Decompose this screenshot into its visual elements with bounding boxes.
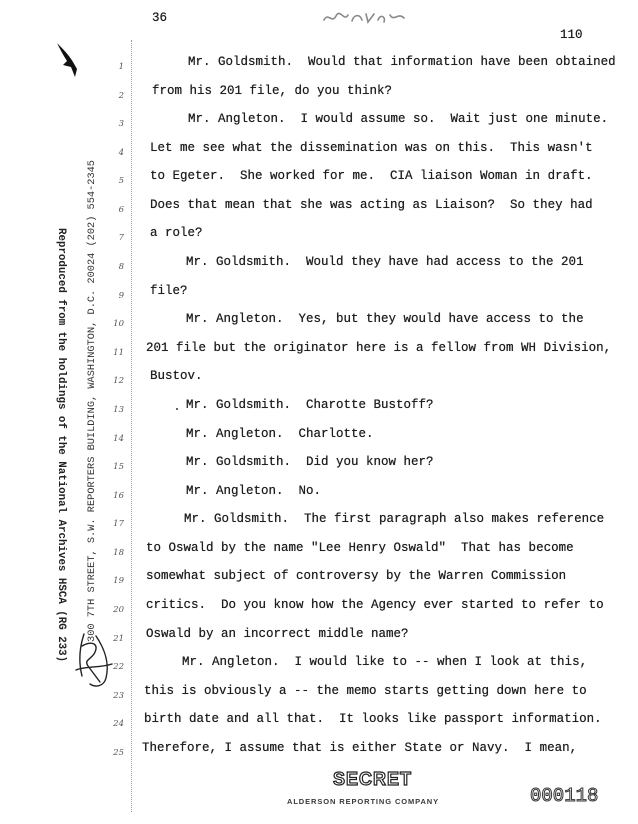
line-number: 6	[118, 204, 124, 215]
line-number: 2	[118, 90, 124, 101]
transcript-line	[0, 477, 630, 506]
line-number: 23	[113, 690, 124, 701]
transcript-line	[0, 77, 630, 106]
line-number: 15	[113, 462, 124, 473]
line-number: 20	[113, 604, 124, 615]
transcript-line	[0, 191, 630, 220]
line-number: 17	[113, 519, 124, 530]
transcript-line	[0, 505, 630, 534]
transcript-line	[0, 391, 630, 420]
secret-stamp: SECRET	[333, 769, 413, 789]
line-number: 13	[113, 404, 124, 415]
line-text: to Egeter. She worked for me. CIA liaison Woman in draft.	[150, 169, 593, 184]
transcript-line	[0, 620, 630, 649]
line-number: 5	[118, 176, 124, 187]
line-text: critics. Do you know how the Agency ever started to refer to	[146, 597, 604, 612]
line-text: Mr. Angleton. I would assume so. Wait just one minute.	[188, 112, 609, 127]
line-text: Let me see what the dissemination was on this. This wasn't	[150, 140, 593, 155]
line-number: 11	[113, 347, 124, 358]
line-number: 22	[113, 662, 124, 673]
line-text: Mr. Goldsmith. Charotte Bustoff?	[186, 397, 434, 412]
line-number: 9	[118, 290, 124, 301]
transcript-line	[0, 277, 630, 306]
transcript-line	[0, 134, 630, 163]
archives-note: Reproduced from the holdings of the National Archives HSCA (RG 233)	[55, 228, 67, 663]
line-text: Bustov.	[150, 369, 203, 384]
line-text: Mr. Goldsmith. The first paragraph also makes reference	[184, 512, 605, 527]
transcript-line	[0, 648, 630, 677]
transcript-line	[0, 591, 630, 620]
transcript-line	[0, 734, 630, 763]
line-text: somewhat subject of controversy by the Warren Commission	[146, 569, 567, 584]
line-number: 16	[113, 490, 124, 501]
document-number: 000118	[530, 785, 599, 807]
line-text: to Oswald by the name "Lee Henry Oswald" That has become	[146, 540, 574, 555]
faded-stamp-mark	[320, 8, 408, 28]
page-number-right: 110	[560, 28, 583, 42]
transcript-line	[0, 162, 630, 191]
line-text: Mr. Goldsmith. Did you know her?	[186, 455, 434, 470]
line-number: 1	[118, 62, 124, 72]
line-text: Mr. Angleton. No.	[186, 483, 322, 498]
line-number: 24	[113, 719, 124, 730]
line-number: 21	[113, 633, 124, 644]
reporting-company: ALDERSON REPORTING COMPANY	[287, 797, 440, 806]
line-number: 4	[118, 147, 124, 158]
line-number: 10	[113, 319, 124, 330]
transcript-line	[0, 219, 630, 248]
transcript-body	[0, 48, 630, 762]
line-text: a role?	[150, 226, 203, 241]
line-text: file?	[150, 283, 188, 298]
stray-mark	[176, 408, 178, 410]
line-text: Mr. Angleton. Yes, but they would have access to the	[186, 312, 584, 327]
line-text: Mr. Angleton. I would like to -- when I look at this,	[182, 655, 588, 670]
line-number: 19	[113, 576, 124, 587]
transcript-line	[0, 420, 630, 449]
line-number: 14	[113, 433, 124, 444]
transcript-line	[0, 448, 630, 477]
line-text: Does that mean that she was acting as Liaison? So they had	[150, 197, 593, 212]
line-number: 7	[118, 233, 124, 244]
line-number: 3	[118, 119, 124, 130]
line-text: 201 file but the originator here is a fellow from WH Division,	[146, 340, 612, 355]
line-text: Mr. Goldsmith. Would that information have been obtained	[188, 55, 616, 69]
transcript-line	[0, 562, 630, 591]
transcript-line	[0, 334, 630, 363]
transcript-line	[0, 677, 630, 706]
line-text: birth date and all that. It looks like passport information.	[144, 712, 602, 727]
line-text: Therefore, I assume that is either State or Navy. I mean,	[142, 740, 578, 755]
reporter-address: 300 7TH STREET, S.W. REPORTERS BUILDING, WASHINGTON, D.C. 20024 (202) 554-2345	[86, 160, 98, 642]
transcript-line	[0, 534, 630, 563]
transcript-line	[0, 105, 630, 134]
line-text: Mr. Angleton. Charlotte.	[186, 426, 374, 441]
page-number-left: 36	[152, 11, 168, 25]
line-number: 18	[113, 547, 124, 558]
transcript-line	[0, 248, 630, 277]
transcript-line	[0, 305, 630, 334]
line-text: this is obviously a -- the memo starts getting down here to	[144, 683, 587, 698]
transcript-line	[0, 705, 630, 734]
line-text: Mr. Goldsmith. Would they have had access to the 201	[186, 255, 584, 270]
line-text: from his 201 file, do you think?	[152, 83, 393, 98]
transcript-line	[0, 362, 630, 391]
line-number: 25	[113, 747, 124, 758]
transcript-line	[0, 48, 630, 77]
line-text: Oswald by an incorrect middle name?	[146, 626, 409, 641]
line-number: 8	[118, 262, 124, 273]
line-number: 12	[113, 376, 124, 387]
